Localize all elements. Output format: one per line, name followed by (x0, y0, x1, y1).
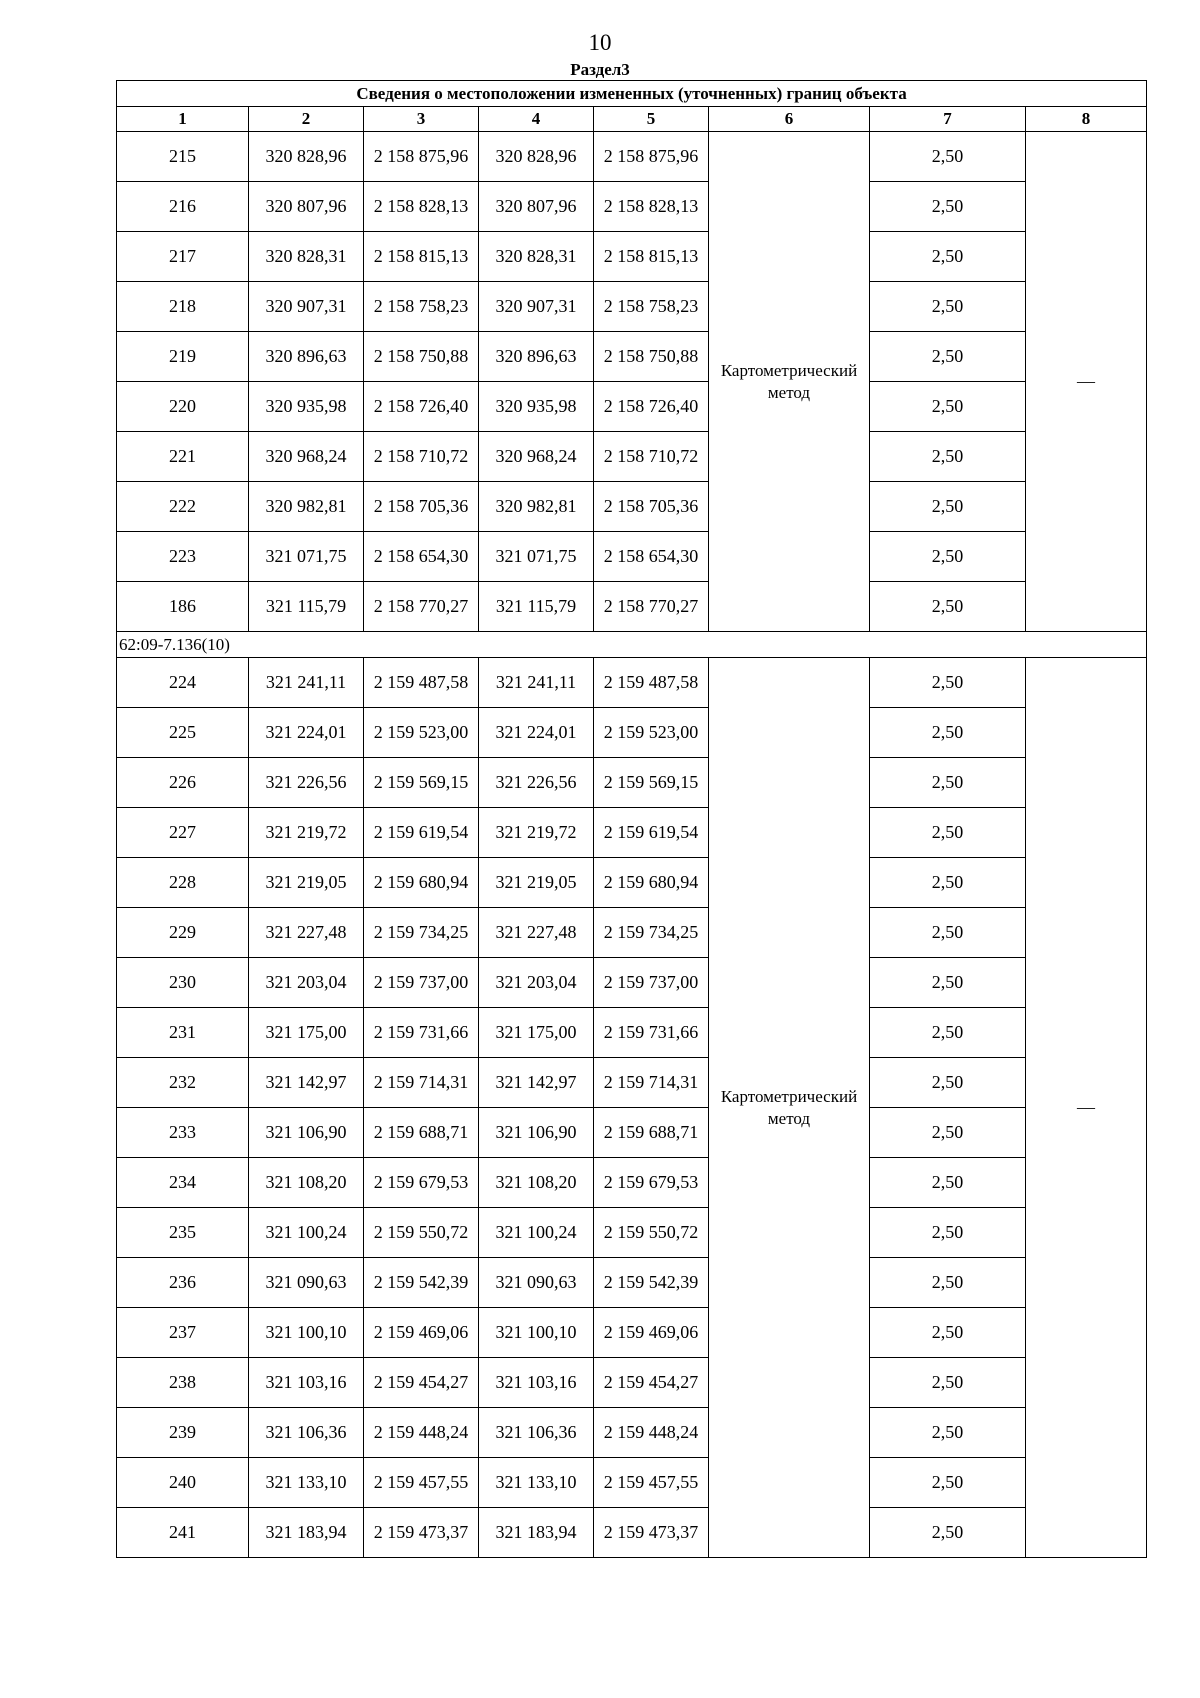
new-y: 2 158 750,88 (594, 332, 709, 382)
new-y: 2 158 875,96 (594, 132, 709, 182)
column-number: 8 (1026, 107, 1147, 132)
old-x: 321 241,11 (249, 658, 364, 708)
old-x: 320 907,31 (249, 282, 364, 332)
old-y: 2 158 770,27 (364, 582, 479, 632)
old-y: 2 158 654,30 (364, 532, 479, 582)
boundary-table (116, 80, 1147, 1558)
point-number: 227 (117, 808, 249, 858)
point-number: 224 (117, 658, 249, 708)
table-row (117, 658, 1147, 708)
accuracy: 2,50 (870, 382, 1026, 432)
old-x: 321 103,16 (249, 1358, 364, 1408)
new-x: 320 968,24 (479, 432, 594, 482)
new-x: 321 106,90 (479, 1108, 594, 1158)
point-number: 237 (117, 1308, 249, 1358)
new-y: 2 159 734,25 (594, 908, 709, 958)
new-x: 321 115,79 (479, 582, 594, 632)
new-y: 2 158 705,36 (594, 482, 709, 532)
old-y: 2 159 619,54 (364, 808, 479, 858)
table-row (117, 532, 1147, 582)
accuracy: 2,50 (870, 1058, 1026, 1108)
column-number: 1 (117, 107, 249, 132)
block-label-row (117, 632, 1147, 658)
new-x: 321 133,10 (479, 1458, 594, 1508)
new-y: 2 158 710,72 (594, 432, 709, 482)
accuracy: 2,50 (870, 1108, 1026, 1158)
point-number: 216 (117, 182, 249, 232)
accuracy: 2,50 (870, 432, 1026, 482)
accuracy: 2,50 (870, 808, 1026, 858)
new-y: 2 159 457,55 (594, 1458, 709, 1508)
point-number: 239 (117, 1408, 249, 1458)
old-x: 321 071,75 (249, 532, 364, 582)
method-cell: Картометрический метод (709, 132, 870, 632)
new-y: 2 159 731,66 (594, 1008, 709, 1058)
table-row (117, 1508, 1147, 1558)
old-x: 320 828,31 (249, 232, 364, 282)
new-x: 320 907,31 (479, 282, 594, 332)
old-y: 2 159 688,71 (364, 1108, 479, 1158)
accuracy: 2,50 (870, 1008, 1026, 1058)
old-y: 2 158 705,36 (364, 482, 479, 532)
old-x: 321 100,10 (249, 1308, 364, 1358)
old-y: 2 158 875,96 (364, 132, 479, 182)
new-x: 321 175,00 (479, 1008, 594, 1058)
point-number: 241 (117, 1508, 249, 1558)
old-y: 2 159 734,25 (364, 908, 479, 958)
accuracy: 2,50 (870, 232, 1026, 282)
table-row (117, 1258, 1147, 1308)
old-y: 2 158 758,23 (364, 282, 479, 332)
old-y: 2 158 750,88 (364, 332, 479, 382)
old-y: 2 159 680,94 (364, 858, 479, 908)
old-y: 2 159 569,15 (364, 758, 479, 808)
old-y: 2 158 828,13 (364, 182, 479, 232)
old-x: 321 133,10 (249, 1458, 364, 1508)
old-x: 321 106,90 (249, 1108, 364, 1158)
old-y: 2 159 487,58 (364, 658, 479, 708)
old-x: 321 183,94 (249, 1508, 364, 1558)
old-x: 321 219,72 (249, 808, 364, 858)
old-x: 321 106,36 (249, 1408, 364, 1458)
new-x: 321 106,36 (479, 1408, 594, 1458)
accuracy: 2,50 (870, 182, 1026, 232)
new-y: 2 159 550,72 (594, 1208, 709, 1258)
old-x: 320 982,81 (249, 482, 364, 532)
new-y: 2 158 828,13 (594, 182, 709, 232)
column-number: 5 (594, 107, 709, 132)
table-row (117, 232, 1147, 282)
table-row (117, 1458, 1147, 1508)
accuracy: 2,50 (870, 1258, 1026, 1308)
point-number: 225 (117, 708, 249, 758)
table-row (117, 1208, 1147, 1258)
table-row (117, 432, 1147, 482)
accuracy: 2,50 (870, 1208, 1026, 1258)
old-x: 321 108,20 (249, 1158, 364, 1208)
new-x: 320 896,63 (479, 332, 594, 382)
new-x: 321 219,72 (479, 808, 594, 858)
point-number: 232 (117, 1058, 249, 1108)
point-number: 220 (117, 382, 249, 432)
page-number: 10 (588, 30, 612, 55)
new-x: 321 071,75 (479, 532, 594, 582)
new-x: 320 935,98 (479, 382, 594, 432)
old-y: 2 159 550,72 (364, 1208, 479, 1258)
table-row (117, 182, 1147, 232)
new-y: 2 159 737,00 (594, 958, 709, 1008)
point-number: 223 (117, 532, 249, 582)
accuracy: 2,50 (870, 858, 1026, 908)
new-x: 321 100,10 (479, 1308, 594, 1358)
new-y: 2 159 619,54 (594, 808, 709, 858)
old-x: 321 226,56 (249, 758, 364, 808)
point-number: 218 (117, 282, 249, 332)
old-x: 321 227,48 (249, 908, 364, 958)
new-y: 2 159 454,27 (594, 1358, 709, 1408)
point-number: 240 (117, 1458, 249, 1508)
point-number: 236 (117, 1258, 249, 1308)
table-row (117, 482, 1147, 532)
section-title: Раздел3 (570, 60, 630, 79)
old-y: 2 158 710,72 (364, 432, 479, 482)
new-y: 2 158 726,40 (594, 382, 709, 432)
new-y: 2 158 758,23 (594, 282, 709, 332)
point-number: 233 (117, 1108, 249, 1158)
table-row (117, 708, 1147, 758)
accuracy: 2,50 (870, 1408, 1026, 1458)
point-number: 215 (117, 132, 249, 182)
table-row (117, 958, 1147, 1008)
new-x: 321 108,20 (479, 1158, 594, 1208)
old-x: 320 968,24 (249, 432, 364, 482)
table-row (117, 332, 1147, 382)
method-cell: Картометрический метод (709, 658, 870, 1558)
table-row (117, 132, 1147, 182)
table-row (117, 758, 1147, 808)
column-number-row (117, 107, 1147, 132)
new-y: 2 158 815,13 (594, 232, 709, 282)
new-x: 321 183,94 (479, 1508, 594, 1558)
new-y: 2 159 523,00 (594, 708, 709, 758)
point-number: 229 (117, 908, 249, 958)
table-row (117, 1158, 1147, 1208)
new-y: 2 158 654,30 (594, 532, 709, 582)
old-y: 2 159 473,37 (364, 1508, 479, 1558)
column-number: 3 (364, 107, 479, 132)
accuracy: 2,50 (870, 908, 1026, 958)
note-cell: — (1026, 658, 1147, 1558)
old-y: 2 158 726,40 (364, 382, 479, 432)
new-y: 2 159 487,58 (594, 658, 709, 708)
column-number: 7 (870, 107, 1026, 132)
table-row (117, 1108, 1147, 1158)
new-y: 2 159 688,71 (594, 1108, 709, 1158)
accuracy: 2,50 (870, 332, 1026, 382)
accuracy: 2,50 (870, 282, 1026, 332)
table-row (117, 908, 1147, 958)
new-x: 321 103,16 (479, 1358, 594, 1408)
new-y: 2 159 473,37 (594, 1508, 709, 1558)
new-x: 320 982,81 (479, 482, 594, 532)
old-y: 2 159 714,31 (364, 1058, 479, 1108)
point-number: 222 (117, 482, 249, 532)
new-x: 321 219,05 (479, 858, 594, 908)
accuracy: 2,50 (870, 1508, 1026, 1558)
new-x: 321 224,01 (479, 708, 594, 758)
column-number: 2 (249, 107, 364, 132)
old-y: 2 159 457,55 (364, 1458, 479, 1508)
table-caption: Сведения о местоположении измененных (уточненных) границ объекта (117, 81, 1147, 107)
accuracy: 2,50 (870, 582, 1026, 632)
old-y: 2 159 454,27 (364, 1358, 479, 1408)
point-number: 230 (117, 958, 249, 1008)
new-y: 2 159 679,53 (594, 1158, 709, 1208)
table-row (117, 808, 1147, 858)
point-number: 234 (117, 1158, 249, 1208)
new-y: 2 159 680,94 (594, 858, 709, 908)
table-row (117, 1308, 1147, 1358)
old-y: 2 159 731,66 (364, 1008, 479, 1058)
column-number: 6 (709, 107, 870, 132)
table-row (117, 282, 1147, 332)
table-row (117, 1008, 1147, 1058)
block-label: 62:09-7.136(10) (117, 632, 1147, 658)
new-y: 2 159 714,31 (594, 1058, 709, 1108)
old-y: 2 159 448,24 (364, 1408, 479, 1458)
note-cell: — (1026, 132, 1147, 632)
point-number: 228 (117, 858, 249, 908)
table-row (117, 858, 1147, 908)
new-x: 321 227,48 (479, 908, 594, 958)
old-x: 320 935,98 (249, 382, 364, 432)
old-x: 320 896,63 (249, 332, 364, 382)
accuracy: 2,50 (870, 1158, 1026, 1208)
accuracy: 2,50 (870, 532, 1026, 582)
old-y: 2 158 815,13 (364, 232, 479, 282)
old-y: 2 159 679,53 (364, 1158, 479, 1208)
old-y: 2 159 469,06 (364, 1308, 479, 1358)
old-x: 321 175,00 (249, 1008, 364, 1058)
table-row (117, 382, 1147, 432)
accuracy: 2,50 (870, 758, 1026, 808)
new-x: 321 241,11 (479, 658, 594, 708)
old-x: 321 115,79 (249, 582, 364, 632)
table-row (117, 1408, 1147, 1458)
accuracy: 2,50 (870, 482, 1026, 532)
new-x: 321 142,97 (479, 1058, 594, 1108)
new-x: 321 203,04 (479, 958, 594, 1008)
point-number: 231 (117, 1008, 249, 1058)
old-y: 2 159 542,39 (364, 1258, 479, 1308)
table-row (117, 1358, 1147, 1408)
old-x: 320 828,96 (249, 132, 364, 182)
accuracy: 2,50 (870, 132, 1026, 182)
new-y: 2 158 770,27 (594, 582, 709, 632)
new-x: 321 226,56 (479, 758, 594, 808)
new-x: 320 828,31 (479, 232, 594, 282)
point-number: 235 (117, 1208, 249, 1258)
point-number: 238 (117, 1358, 249, 1408)
new-y: 2 159 448,24 (594, 1408, 709, 1458)
old-x: 321 100,24 (249, 1208, 364, 1258)
old-y: 2 159 523,00 (364, 708, 479, 758)
old-x: 321 203,04 (249, 958, 364, 1008)
new-y: 2 159 569,15 (594, 758, 709, 808)
old-x: 321 090,63 (249, 1258, 364, 1308)
new-y: 2 159 542,39 (594, 1258, 709, 1308)
old-x: 321 224,01 (249, 708, 364, 758)
accuracy: 2,50 (870, 1308, 1026, 1358)
accuracy: 2,50 (870, 958, 1026, 1008)
old-x: 320 807,96 (249, 182, 364, 232)
accuracy: 2,50 (870, 1458, 1026, 1508)
old-x: 321 219,05 (249, 858, 364, 908)
old-y: 2 159 737,00 (364, 958, 479, 1008)
point-number: 221 (117, 432, 249, 482)
column-number: 4 (479, 107, 594, 132)
new-x: 320 828,96 (479, 132, 594, 182)
point-number: 219 (117, 332, 249, 382)
new-x: 321 090,63 (479, 1258, 594, 1308)
point-number: 226 (117, 758, 249, 808)
point-number: 217 (117, 232, 249, 282)
new-y: 2 159 469,06 (594, 1308, 709, 1358)
old-x: 321 142,97 (249, 1058, 364, 1108)
accuracy: 2,50 (870, 708, 1026, 758)
new-x: 320 807,96 (479, 182, 594, 232)
table-row (117, 1058, 1147, 1108)
point-number: 186 (117, 582, 249, 632)
table-row (117, 582, 1147, 632)
new-x: 321 100,24 (479, 1208, 594, 1258)
accuracy: 2,50 (870, 1358, 1026, 1408)
accuracy: 2,50 (870, 658, 1026, 708)
